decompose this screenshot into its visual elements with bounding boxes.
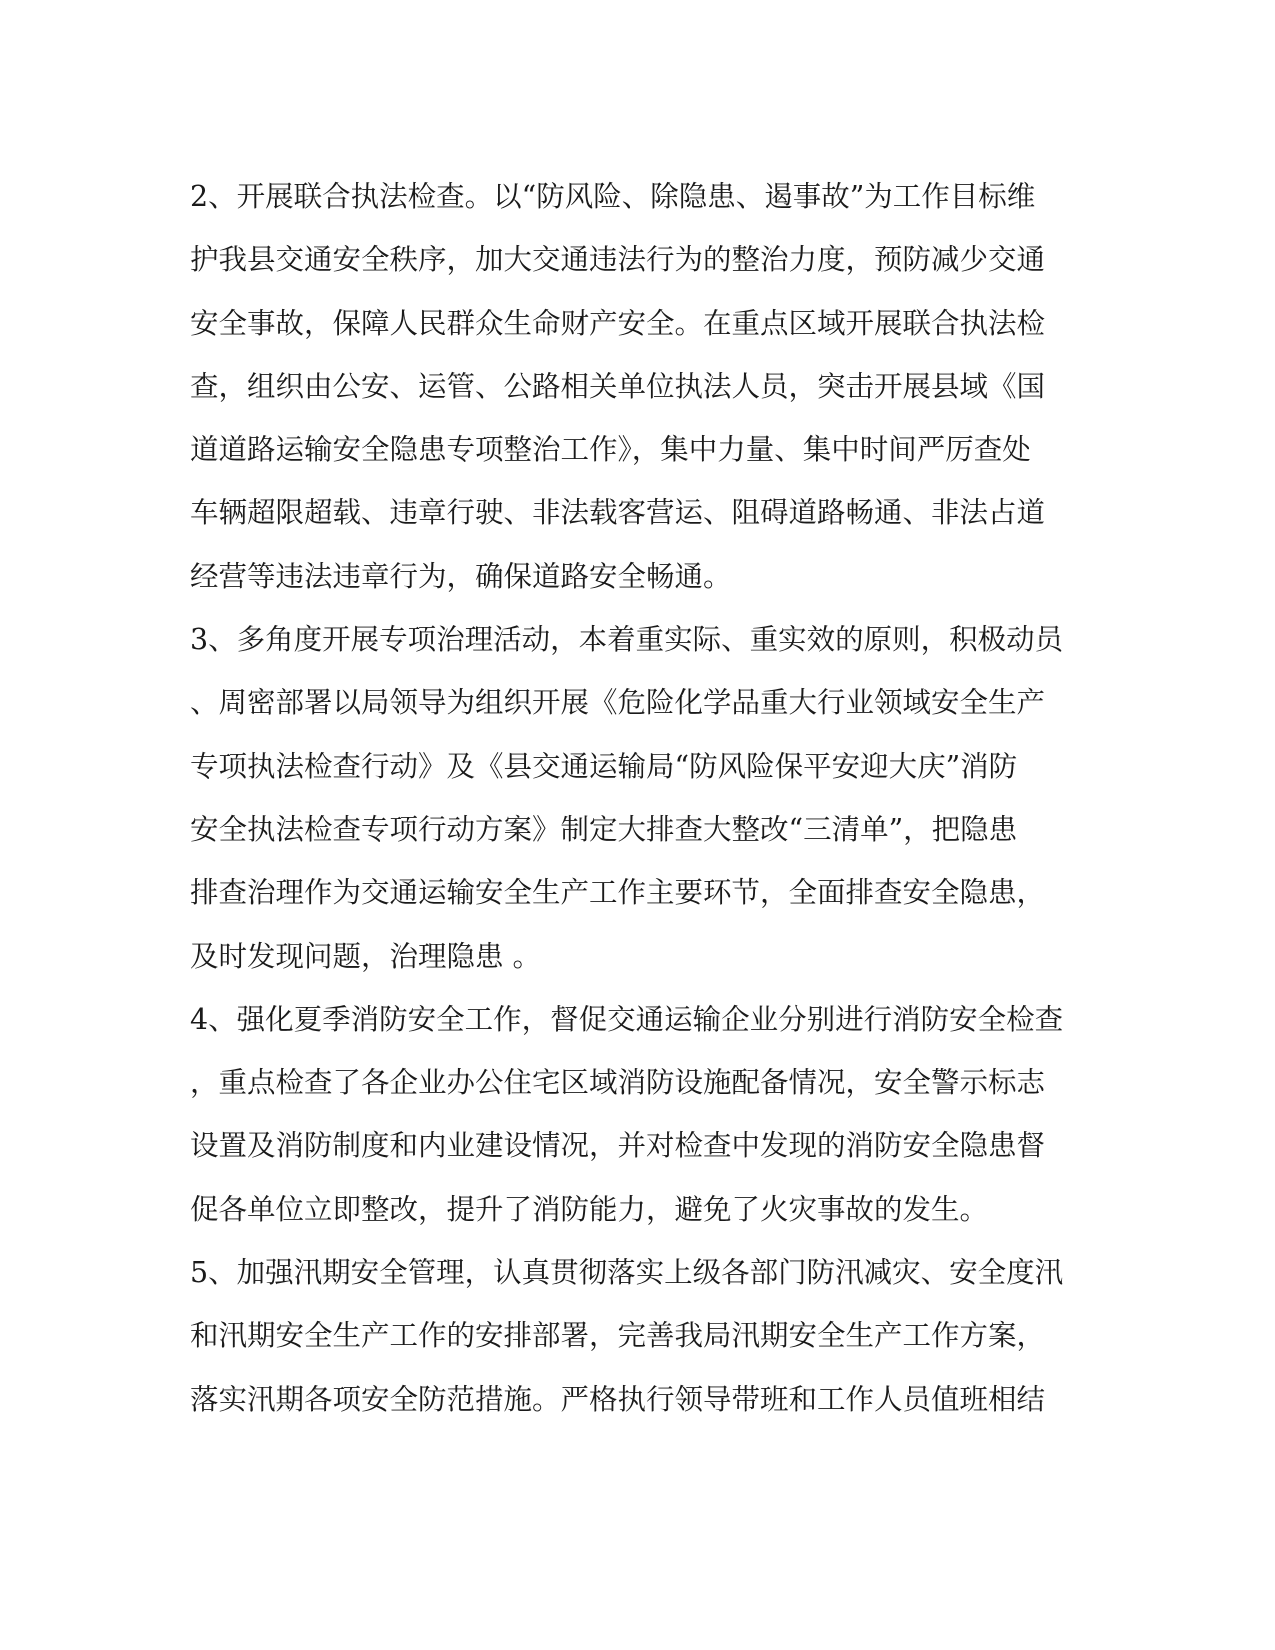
text-line: 查，组织由公安、运管、公路相关单位执法人员，突击开展县域《国	[190, 369, 1046, 403]
text-line: ，重点检查了各企业办公住宅区域消防设施配备情况，安全警示标志	[190, 1066, 1046, 1100]
text-line: 车辆超限超载、违章行驶、非法载客营运、阻碍道路畅通、非法占道	[190, 496, 1046, 530]
text-line: 3、多角度开展专项治理活动，本着重实际、重实效的原则，积极动员	[190, 623, 1064, 657]
text-line: 排查治理作为交通运输安全生产工作主要环节，全面排查安全隐患，	[190, 876, 1046, 910]
text-line: 2、开展联合执法检查。以“防风险、除隐患、遏事故”为工作目标维	[190, 180, 1036, 213]
text-line: 和汛期安全生产工作的安排部署，完善我局汛期安全生产工作方案，	[190, 1319, 1046, 1353]
text-line: 道道路运输安全隐患专项整治工作》，集中力量、集中时间严厉查处	[190, 433, 1031, 467]
text-line: 落实汛期各项安全防范措施。严格执行领导带班和工作人员值班相结	[190, 1382, 1046, 1416]
text-line: 安全事故，保障人民群众生命财产安全。在重点区域开展联合执法检	[190, 306, 1046, 340]
text-line: 设置及消防制度和内业建设情况，并对检查中发现的消防安全隐患督	[190, 1129, 1046, 1163]
text-line: 专项执法检查行动》及《县交通运输局“防风险保平安迎大庆”消防	[190, 749, 1018, 783]
text-line: 、周密部署以局领导为组织开展《危险化学品重大行业领域安全生产	[190, 686, 1046, 720]
text-line: 4、强化夏季消防安全工作，督促交通运输企业分别进行消防安全检查	[190, 1002, 1064, 1036]
document-body	[190, 165, 1070, 1431]
text-line: 及时发现问题，治理隐患 。	[190, 939, 542, 973]
text-line: 经营等违法违章行为，确保道路安全畅通。	[190, 559, 732, 593]
text-line: 护我县交通安全秩序，加大交通违法行为的整治力度，预防减少交通	[190, 243, 1046, 277]
text-line: 促各单位立即整改，提升了消防能力，避免了火灾事故的发生。	[190, 1192, 989, 1226]
text-line: 安全执法检查专项行动方案》制定大排查大整改“三清单”，把隐患	[190, 812, 1018, 846]
text-line: 5、加强汛期安全管理，认真贯彻落实上级各部门防汛减灾、安全度汛	[190, 1256, 1064, 1290]
